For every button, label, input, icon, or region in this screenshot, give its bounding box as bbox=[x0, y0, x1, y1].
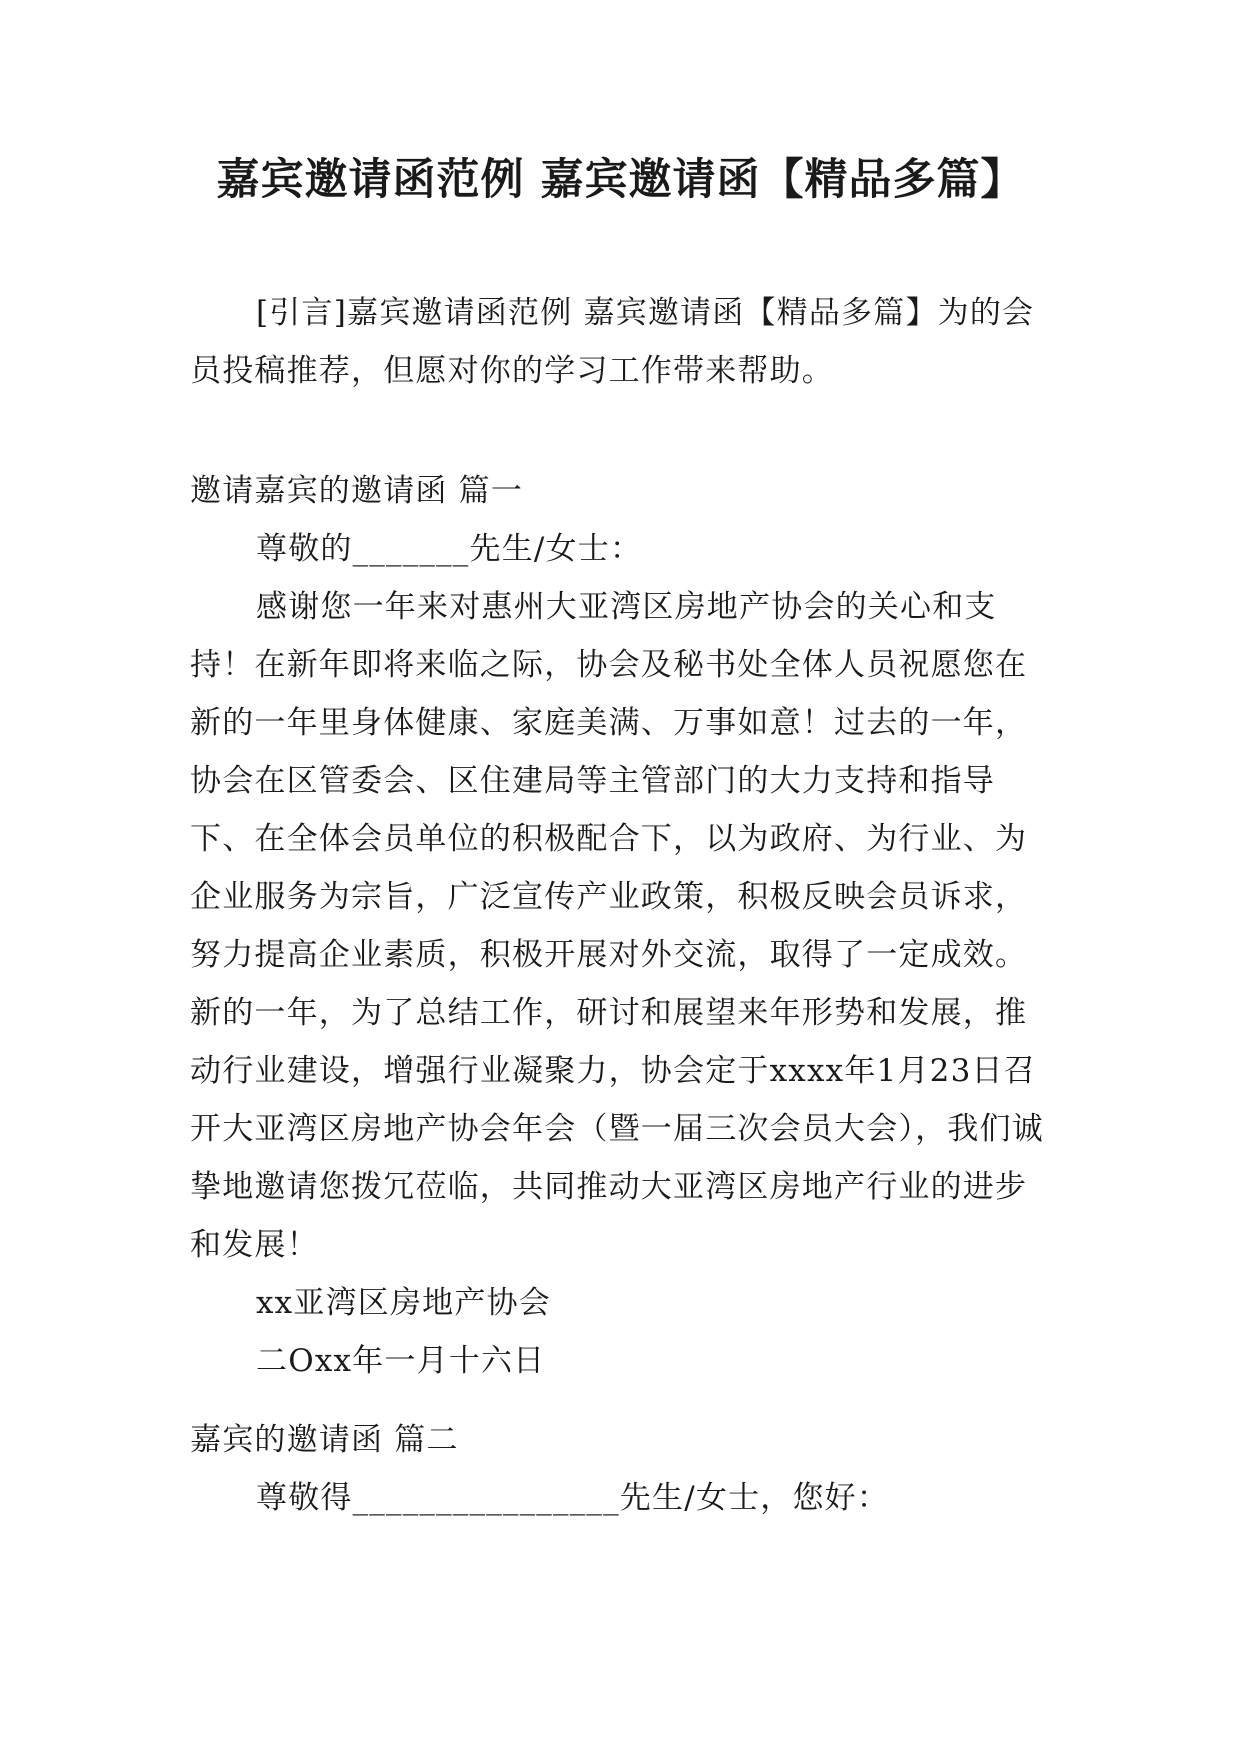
intro-section bbox=[190, 284, 1052, 400]
intro-paragraph: [引言]嘉宾邀请函范例 嘉宾邀请函【精品多篇】为的会员投稿推荐，但愿对你的学习工作带来帮助。 bbox=[190, 295, 1035, 389]
section-1-heading: 邀请嘉宾的邀请函 篇一 bbox=[190, 473, 524, 509]
section-2 bbox=[190, 1411, 1052, 1527]
section-1 bbox=[190, 462, 1052, 1390]
section-2-salutation: 尊敬得________________先生/女士，您好： bbox=[256, 1480, 890, 1516]
section-1-signature: xx亚湾区房地产协会 bbox=[256, 1285, 551, 1321]
section-1-body: 感谢您一年来对惠州大亚湾区房地产协会的关心和支持！在新年即将来临之际，协会及秘书处全体人员祝愿您在新的一年里身体健康、家庭美满、万事如意！过去的一年，协会在区管委会、区住建局等主管部门的大力支持和指导下、在全体会员单位的积极配合下，以为政府、为行业、为企业服务为宗旨，广泛宣传产业政策，积极反映会员诉求，努力提高企业素质，积极开展对外交流，取得了一定成效。新的一年，为了总结工作，研讨和展望来年形势和发展，推动行业建设，增强行业凝聚力，协会定于xxxx年1月23日召开大亚湾区房地产协会年会（暨一届三次会员大会），我们诚挚地邀请您拨冗莅临，共同推动大亚湾区房地产行业的进步和发展！ bbox=[190, 589, 1044, 1263]
document-title: 嘉宾邀请函范例 嘉宾邀请函【精品多篇】 bbox=[216, 155, 1025, 205]
section-2-heading: 嘉宾的邀请函 篇二 bbox=[190, 1422, 459, 1458]
section-1-date: 二Oxx年一月十六日 bbox=[256, 1343, 546, 1379]
section-1-salutation: 尊敬的_______先生/女士： bbox=[256, 531, 643, 567]
